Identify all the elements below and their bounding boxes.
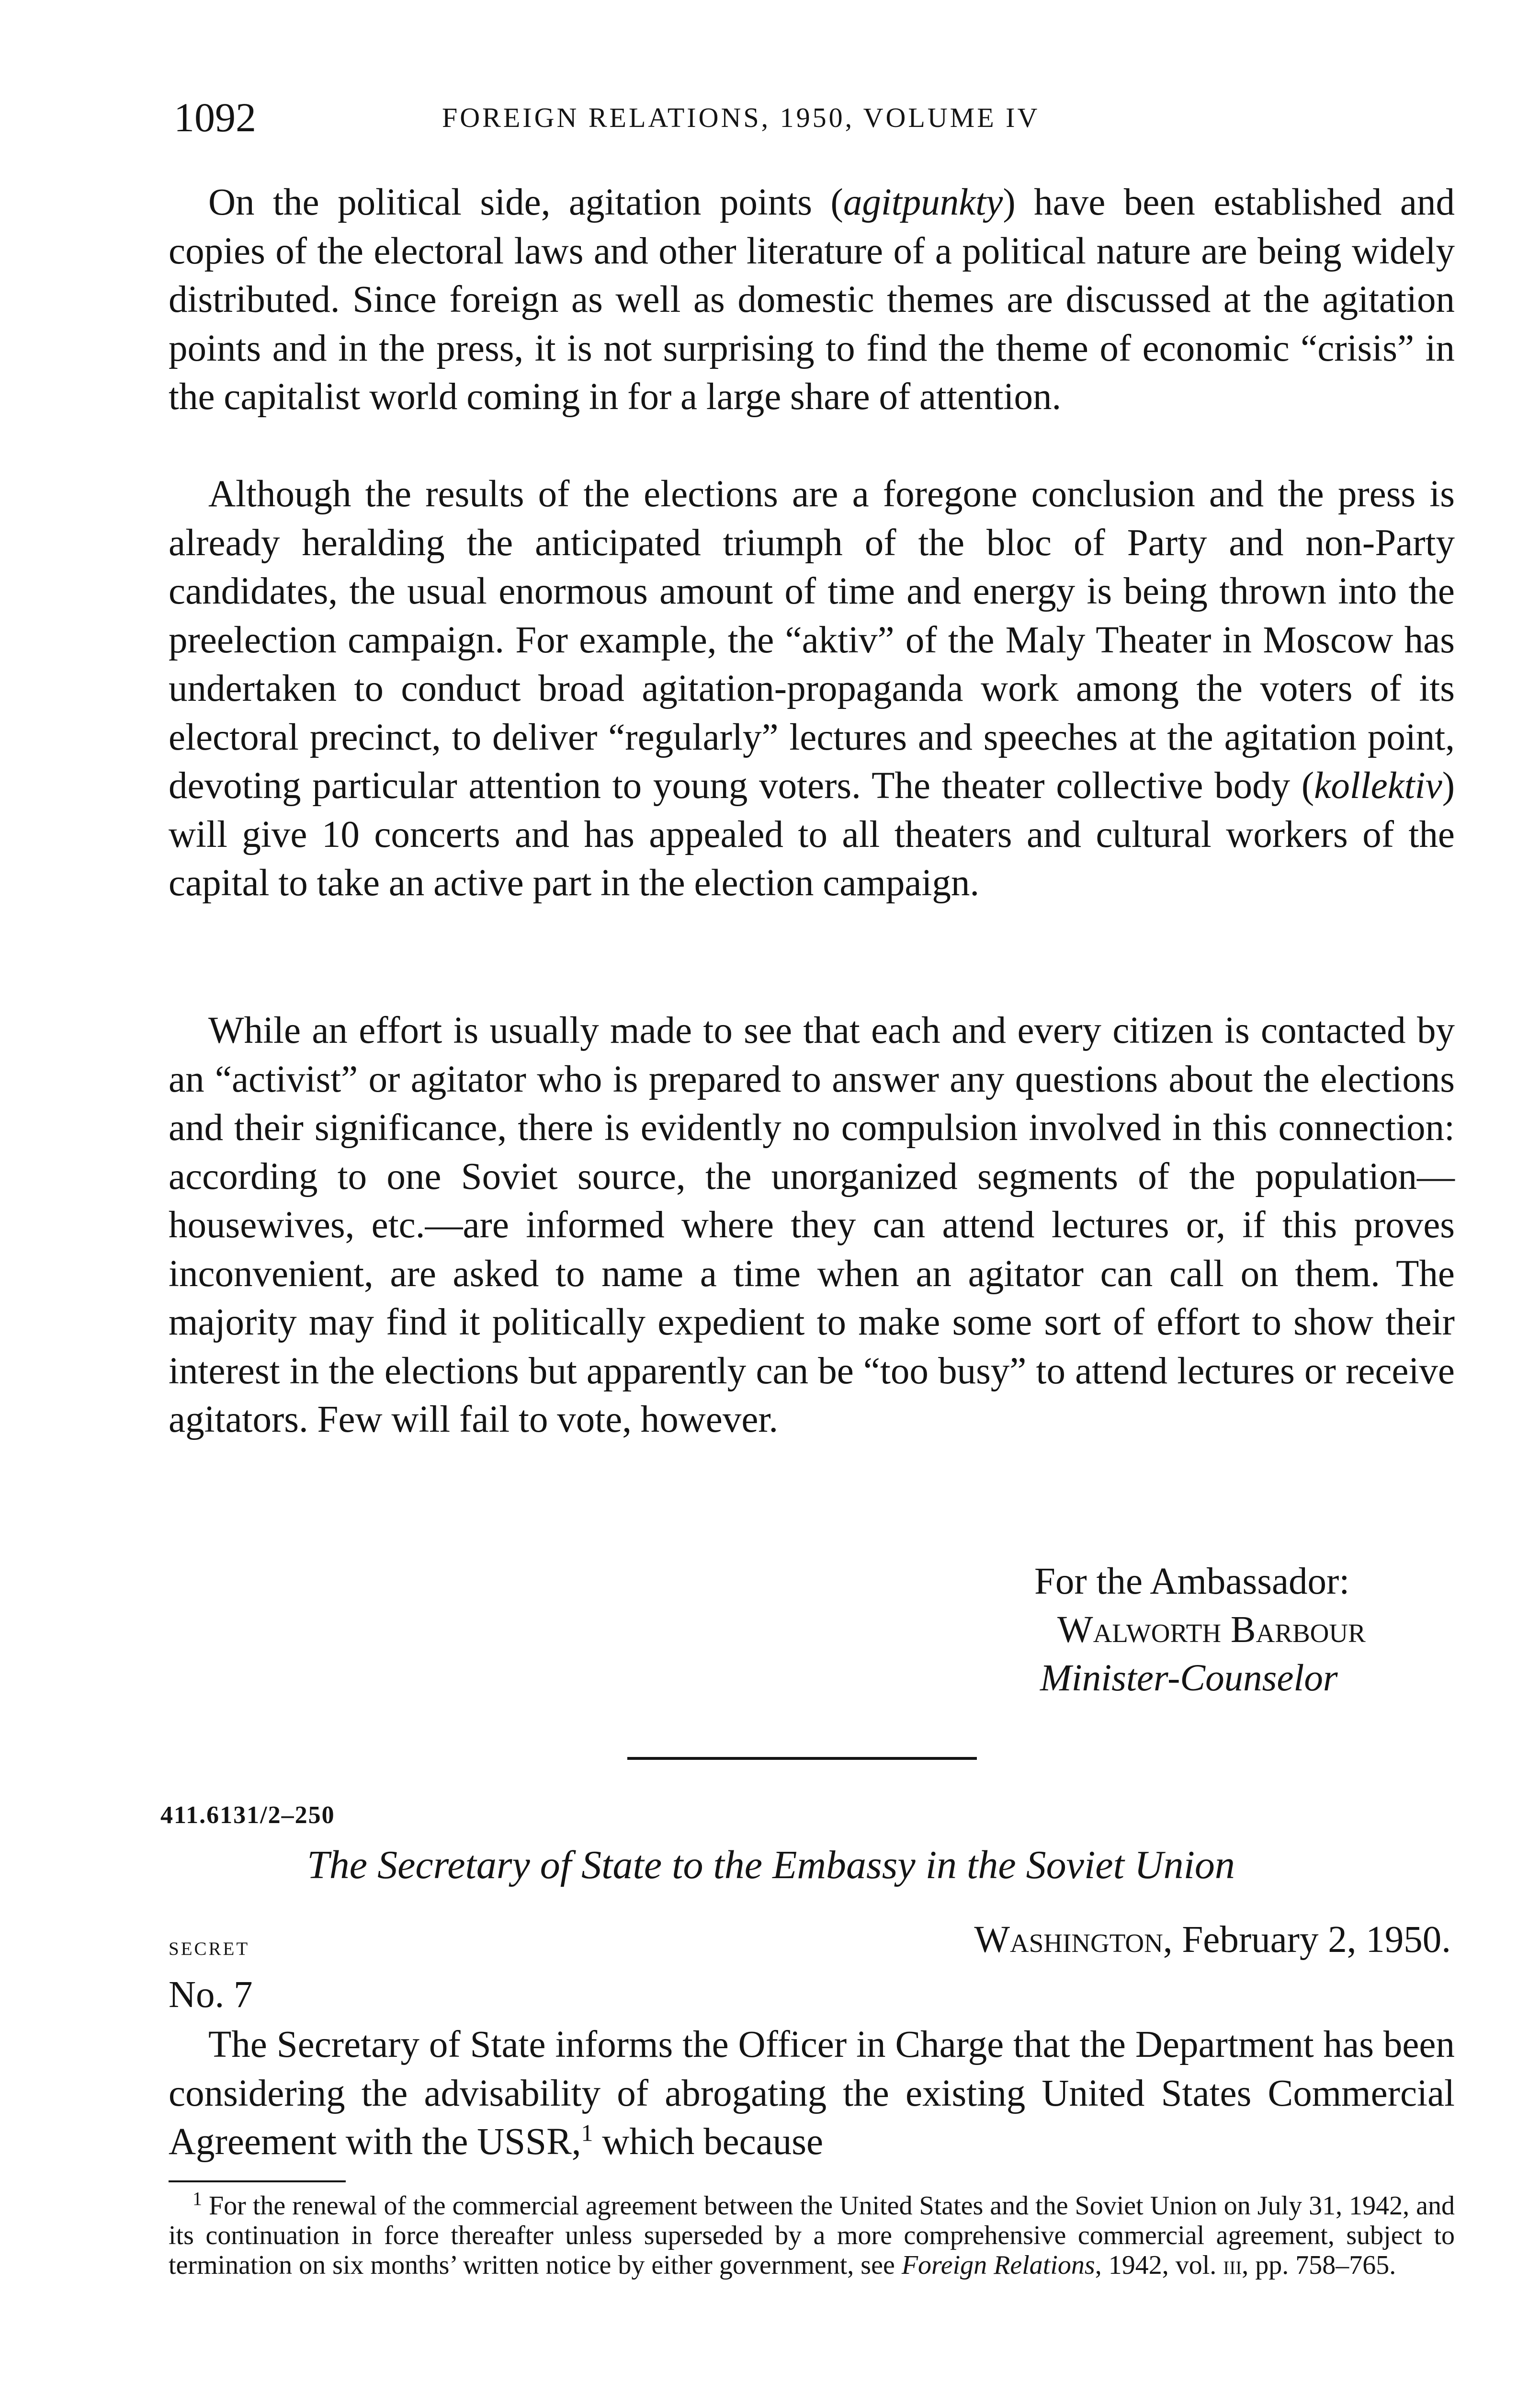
section-divider [627, 1757, 977, 1760]
signature-title: Minister-Counselor [1040, 1657, 1338, 1699]
term-agitpunkty: agitpunkty [843, 182, 1003, 223]
footnote-pages: , pp. 758–765. [1242, 2250, 1396, 2280]
footnote-marker: 1 [192, 2188, 202, 2210]
p1-text-after: ) have been established and copies of the electoral laws and other literature of a political nature are being widely distributed. Since foreign as well as domestic themes are discussed at the agitation points and in the press, it is not surprising to find the theme of economic “crisis” in the capitalist world coming in for a large share of attention. [169, 182, 1455, 418]
p2-text-before: Although the results of the elections are a foregone conclusion and the press is already heralding the anticipated triumph of the bloc of Party and non-Party candidates, the usual enormous amount of time and energy is being thrown into the preelection campaign. For example, the “aktiv” of the Maly Theater in Moscow has undertaken to conduct broad agitation-propaganda work among the voters of its electoral precinct, to deliver “regularly” lectures and speeches at the agitation point, devoting particular attention to young voters. The theater collective body ( [169, 473, 1455, 807]
p2-text-after: ) will give 10 concerts and has appealed to all theaters and cultural workers of the capital to take an active part in the election campaign. [169, 765, 1455, 904]
document-title: The Secretary of State to the Embassy in the Soviet Union [307, 1843, 1235, 1887]
paragraph-maly-theater [169, 470, 1455, 908]
paragraph-commercial-agreement [169, 2020, 1455, 2167]
term-kollektiv: kollektiv [1314, 765, 1442, 807]
file-number: 411.6131/2–250 [160, 1802, 335, 1829]
footnote-citation: Foreign Relations [901, 2250, 1095, 2280]
document-number: No. 7 [169, 1974, 253, 2016]
page-number: 1092 [174, 94, 256, 140]
page-header [174, 91, 1450, 144]
signature-for-ambassador: For the Ambassador: [1034, 1561, 1350, 1602]
dateline [814, 1918, 1451, 1962]
p4-text-after: which because [593, 2121, 824, 2163]
dateline-place: Washington [974, 1919, 1163, 1961]
footnote [169, 2188, 1455, 2280]
paragraph-activists: While an effort is usually made to see that each and every citizen is contacted by an “activist” or agitator who is prepared to answer any questions about the elections and their significance, there is evidently no compulsion involved in this connection: according to one Soviet source, the unorganized segments of the population—housewives, etc.—are informed where they can attend lectures or, if this proves inconvenient, are asked to name a time when an agitator can call on them. The majority may find it politically expedient to make some sort of effort to show their interest in the elections but apparently can be “too busy” to attend lectures or receive agitators. Few will fail to vote, however. [169, 1010, 1455, 1440]
p1-text-before: On the political side, agitation points ( [208, 182, 843, 223]
signature-name: Walworth Barbour [1057, 1609, 1366, 1651]
paragraph-agitation-points [169, 178, 1455, 422]
footnote-year-vol: , 1942, vol. [1095, 2250, 1223, 2280]
classification-label: secret [169, 1931, 250, 1961]
footnote-rule [169, 2180, 346, 2182]
dateline-date: , February 2, 1950. [1163, 1919, 1451, 1961]
footnote-volume: iii [1223, 2250, 1242, 2280]
p4-text-before: The Secretary of State informs the Officer in Charge that the Department has been considering the advisability of abrogating the existing United States Commercial Agreement with the USSR, [169, 2024, 1455, 2163]
footnote-text: For the renewal of the commercial agreement between the United States and the Soviet Union on July 31, 1942, and its continuation in force thereafter unless superseded by a more comprehensive commercial agreement, subject to termination on six months’ written notice by either government, see [169, 2191, 1455, 2280]
footnote-reference: 1 [581, 2119, 593, 2146]
running-head: FOREIGN RELATIONS, 1950, VOLUME IV [442, 102, 1040, 133]
